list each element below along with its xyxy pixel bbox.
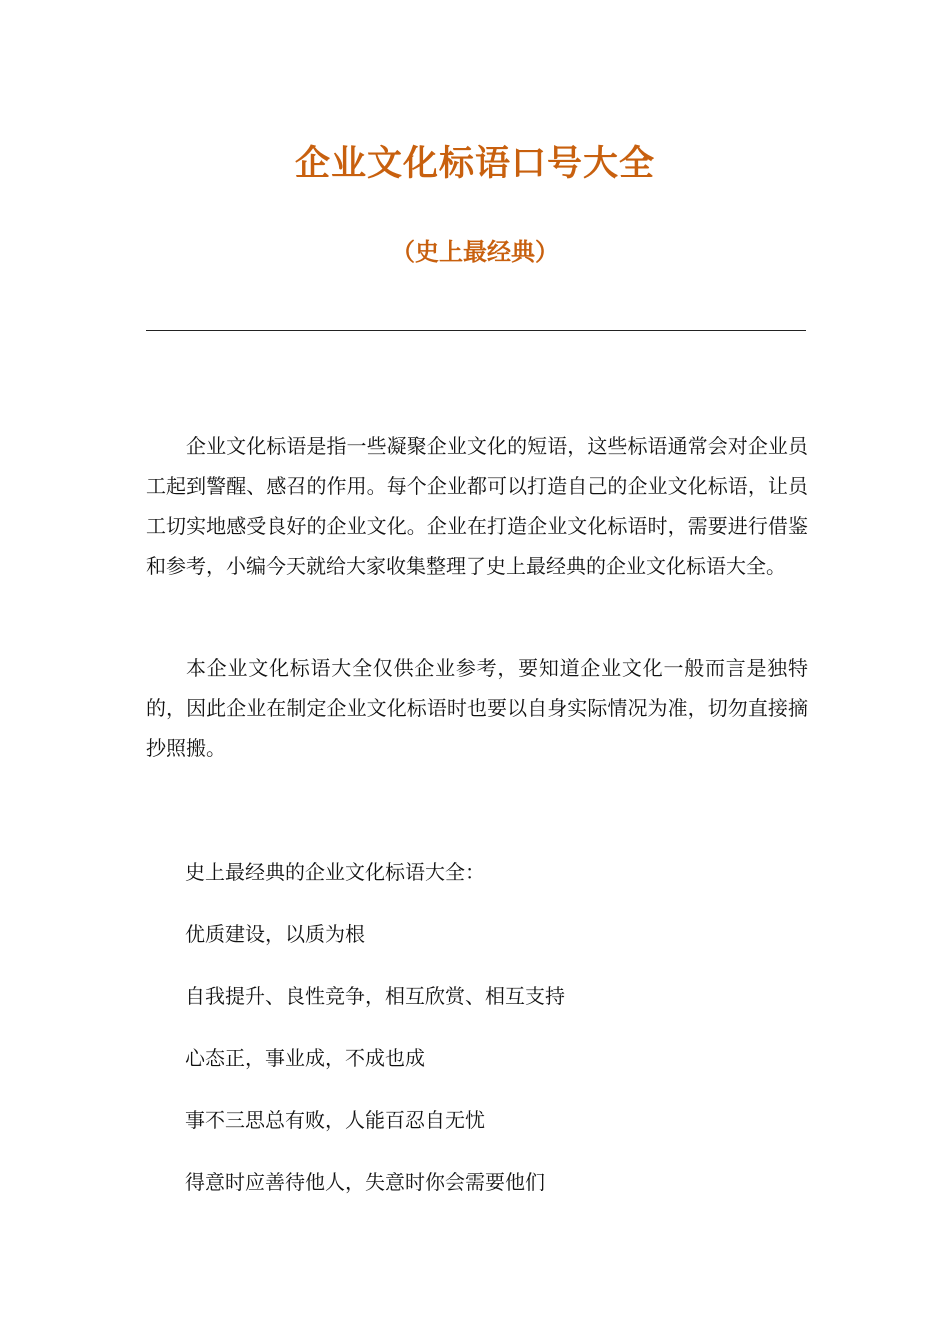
slogan-item: 自我提升、良性竞争，相互欣赏、相互支持 — [185, 984, 565, 1008]
slogan-item: 事不三思总有败，人能百忍自无忧 — [185, 1108, 485, 1132]
slogan-list-heading: 史上最经典的企业文化标语大全： — [185, 860, 485, 884]
slogan-item: 优质建设，以质为根 — [185, 922, 365, 946]
page-subtitle: （史上最经典） — [391, 237, 559, 266]
slogan-item: 心态正，事业成，不成也成 — [185, 1046, 425, 1070]
intro-paragraph: 企业文化标语是指一些凝聚企业文化的短语，这些标语通常会对企业员工起到警醒、感召的作用。每个企业都可以打造自己的企业文化标语，让员工切实地感受良好的企业文化。企业在打造企业文化标语时，需要进行借鉴和参考，小编今天就给大家收集整理了史上最经典的企业文化标语大全。 — [146, 434, 808, 578]
notice-paragraph: 本企业文化标语大全仅供企业参考，要知道企业文化一般而言是独特的，因此企业在制定企业文化标语时也要以自身实际情况为准，切勿直接摘抄照搬。 — [146, 656, 808, 760]
slogan-list — [185, 918, 565, 1228]
page-title: 企业文化标语口号大全 — [294, 143, 655, 184]
title-divider — [146, 330, 806, 331]
slogan-item: 得意时应善待他人，失意时你会需要他们 — [185, 1170, 545, 1194]
